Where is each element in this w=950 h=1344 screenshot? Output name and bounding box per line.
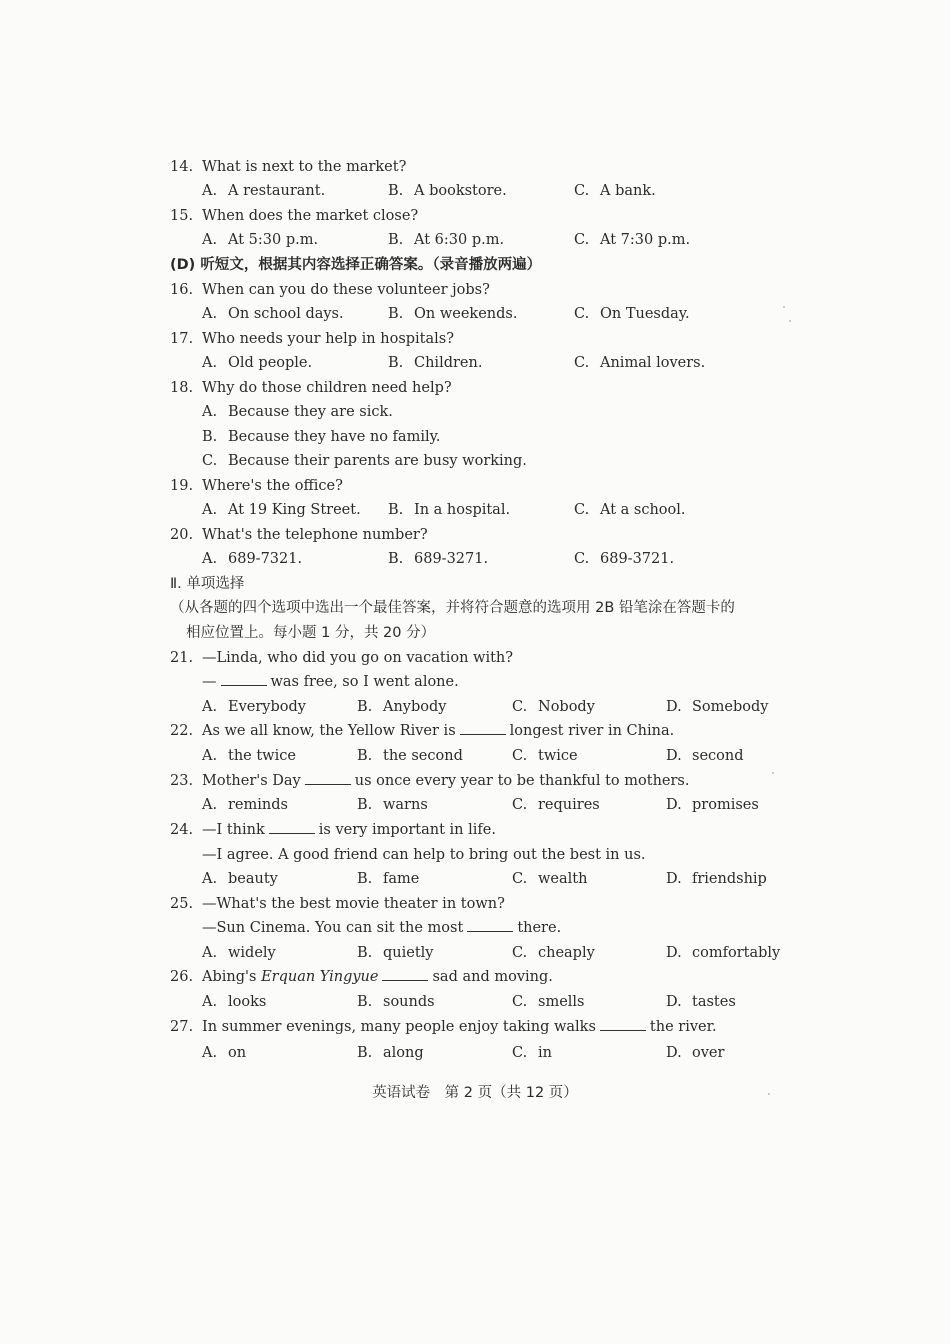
q24-line2: —I agree. A good friend can help to bring out the best in us. xyxy=(202,847,646,863)
q21-option-c xyxy=(512,698,595,716)
section-2-instruction-line2: 相应位置上。每小题 1 分，共 20 分） xyxy=(186,625,436,641)
option-letter: C. xyxy=(202,453,218,469)
question-14 xyxy=(170,158,406,176)
question-15 xyxy=(170,207,418,225)
option-text: 689-3721. xyxy=(600,551,675,567)
q16-option-b xyxy=(388,305,517,323)
answer-blank xyxy=(382,968,428,981)
option-letter: A. xyxy=(202,502,218,518)
option-text: warns xyxy=(383,797,428,813)
question-18 xyxy=(170,379,452,397)
option-text: At 19 King Street. xyxy=(228,502,361,518)
option-letter: A. xyxy=(202,355,218,371)
option-letter: A. xyxy=(202,871,218,887)
option-text: Because they have no family. xyxy=(228,429,441,445)
option-letter: C. xyxy=(512,699,528,715)
q25-option-d xyxy=(666,944,780,962)
option-text: comfortably xyxy=(692,945,781,961)
option-text: Children. xyxy=(414,355,483,371)
q27-option-a xyxy=(202,1044,246,1062)
question-number: 21. xyxy=(170,650,194,666)
option-letter: D. xyxy=(666,945,682,961)
option-text: Somebody xyxy=(692,699,769,715)
question-16 xyxy=(170,281,490,299)
option-text: Because their parents are busy working. xyxy=(228,453,527,469)
question-number: 27. xyxy=(170,1019,194,1035)
option-letter: C. xyxy=(574,502,590,518)
option-letter: C. xyxy=(512,748,528,764)
q23-option-a xyxy=(202,796,288,814)
option-text: Anybody xyxy=(383,699,447,715)
option-text: the second xyxy=(383,748,463,764)
option-text: At 7:30 p.m. xyxy=(600,232,691,248)
option-letter: B. xyxy=(388,306,404,322)
q17-option-c xyxy=(574,354,705,372)
q15-option-a xyxy=(202,231,318,249)
section-2-title: Ⅱ. 单项选择 xyxy=(170,576,245,592)
q23-option-c xyxy=(512,796,600,814)
question-number: 15. xyxy=(170,208,194,224)
option-letter: C. xyxy=(574,232,590,248)
question-17 xyxy=(170,330,454,348)
q24-option-c xyxy=(512,870,587,888)
q15-option-b xyxy=(388,231,504,249)
q19-option-c xyxy=(574,501,686,519)
q26-option-b xyxy=(357,993,435,1011)
question-text: —Sun Cinema. You can sit the most xyxy=(202,920,464,936)
answer-blank xyxy=(305,772,351,785)
q26-option-c xyxy=(512,993,585,1011)
option-letter: C. xyxy=(512,1045,528,1061)
q18-option-a xyxy=(202,403,393,421)
option-text: twice xyxy=(538,748,578,764)
q22-option-d xyxy=(666,747,744,765)
option-letter: A. xyxy=(202,797,218,813)
option-letter: D. xyxy=(666,699,682,715)
question-text: Who needs your help in hospitals? xyxy=(202,331,455,347)
q25-line2 xyxy=(202,919,561,937)
q21-option-a xyxy=(202,698,306,716)
option-letter: B. xyxy=(357,994,373,1010)
dash: — xyxy=(202,674,217,690)
option-text: On school days. xyxy=(228,306,344,322)
option-letter: B. xyxy=(388,355,404,371)
q20-option-c xyxy=(574,550,674,568)
scan-speck xyxy=(789,320,791,322)
option-letter: C. xyxy=(512,871,528,887)
scan-speck xyxy=(783,306,785,308)
q24-option-b xyxy=(357,870,419,888)
option-letter: B. xyxy=(357,699,373,715)
question-24 xyxy=(170,821,496,839)
q23-option-d xyxy=(666,796,759,814)
q22-option-b xyxy=(357,747,463,765)
option-text: looks xyxy=(228,994,267,1010)
option-letter: A. xyxy=(202,699,218,715)
q26-option-a xyxy=(202,993,266,1011)
q16-option-a xyxy=(202,305,344,323)
option-text: reminds xyxy=(228,797,288,813)
q22-option-a xyxy=(202,747,296,765)
question-number: 18. xyxy=(170,380,194,396)
option-text: A restaurant. xyxy=(228,183,326,199)
question-text: Where's the office? xyxy=(202,478,343,494)
question-text: When does the market close? xyxy=(202,208,419,224)
option-letter: D. xyxy=(666,797,682,813)
option-letter: B. xyxy=(202,429,218,445)
q21-option-b xyxy=(357,698,447,716)
q17-option-b xyxy=(388,354,482,372)
question-text: When can you do these volunteer jobs? xyxy=(202,282,490,298)
q20-option-b xyxy=(388,550,488,568)
option-text: quietly xyxy=(383,945,434,961)
question-text: us once every year to be thankful to mothers. xyxy=(354,773,690,789)
question-number: 25. xyxy=(170,896,194,912)
option-text: the twice xyxy=(228,748,296,764)
question-number: 24. xyxy=(170,822,194,838)
scan-speck xyxy=(772,772,774,774)
question-22 xyxy=(170,722,674,740)
option-text: friendship xyxy=(692,871,767,887)
question-27 xyxy=(170,1018,717,1036)
q16-option-c xyxy=(574,305,690,323)
option-text: requires xyxy=(538,797,600,813)
option-text: On Tuesday. xyxy=(600,306,690,322)
option-letter: B. xyxy=(388,551,404,567)
question-number: 26. xyxy=(170,969,194,985)
option-text: promises xyxy=(692,797,759,813)
option-text: tastes xyxy=(692,994,736,1010)
option-letter: B. xyxy=(357,748,373,764)
q14-option-c xyxy=(574,182,656,200)
question-25 xyxy=(170,895,505,913)
q27-option-c xyxy=(512,1044,552,1062)
option-letter: D. xyxy=(666,871,682,887)
question-text: Mother's Day xyxy=(202,773,301,789)
option-letter: A. xyxy=(202,748,218,764)
option-letter: A. xyxy=(202,551,218,567)
question-text: sad and moving. xyxy=(432,969,553,985)
option-letter: A. xyxy=(202,306,218,322)
question-text: is very important in life. xyxy=(318,822,496,838)
option-letter: D. xyxy=(666,1045,682,1061)
question-number: 20. xyxy=(170,527,194,543)
q20-option-a xyxy=(202,550,302,568)
question-19 xyxy=(170,477,343,495)
q27-option-b xyxy=(357,1044,424,1062)
q18-option-b xyxy=(202,428,440,446)
question-text: was free, so I went alone. xyxy=(270,674,459,690)
q25-option-c xyxy=(512,944,595,962)
option-text: Because they are sick. xyxy=(228,404,393,420)
q25-option-b xyxy=(357,944,434,962)
question-number: 23. xyxy=(170,773,194,789)
option-text: A bank. xyxy=(600,183,656,199)
option-letter: C. xyxy=(574,355,590,371)
option-text: over xyxy=(692,1045,725,1061)
answer-blank xyxy=(460,722,506,735)
option-letter: B. xyxy=(357,1045,373,1061)
option-text: At 5:30 p.m. xyxy=(228,232,319,248)
option-text: sounds xyxy=(383,994,435,1010)
option-text: 689-7321. xyxy=(228,551,303,567)
question-number: 14. xyxy=(170,159,194,175)
option-letter: C. xyxy=(574,183,590,199)
question-20 xyxy=(170,526,428,544)
option-letter: D. xyxy=(666,748,682,764)
option-text: wealth xyxy=(538,871,588,887)
option-text: second xyxy=(692,748,744,764)
option-text: At 6:30 p.m. xyxy=(414,232,505,248)
question-text: Abing's xyxy=(202,969,262,985)
question-text: there. xyxy=(517,920,562,936)
option-letter: C. xyxy=(512,945,528,961)
option-text: Animal lovers. xyxy=(600,355,706,371)
option-letter: C. xyxy=(512,797,528,813)
q24-option-d xyxy=(666,870,767,888)
option-text: fame xyxy=(383,871,420,887)
question-number: 22. xyxy=(170,723,194,739)
q22-option-c xyxy=(512,747,578,765)
music-title: Erquan Yingyue xyxy=(261,969,379,985)
question-text: —I think xyxy=(202,822,265,838)
question-text: As we all know, the Yellow River is xyxy=(202,723,456,739)
option-letter: D. xyxy=(666,994,682,1010)
option-text: On weekends. xyxy=(414,306,518,322)
option-text: in xyxy=(538,1045,552,1061)
q26-option-d xyxy=(666,993,736,1011)
q19-option-b xyxy=(388,501,510,519)
option-text: Nobody xyxy=(538,699,595,715)
question-23 xyxy=(170,772,689,790)
question-text: Why do those children need help? xyxy=(202,380,452,396)
question-text: What's the telephone number? xyxy=(202,527,428,543)
option-text: smells xyxy=(538,994,585,1010)
question-text: the river. xyxy=(649,1019,717,1035)
option-letter: A. xyxy=(202,994,218,1010)
q14-option-a xyxy=(202,182,325,200)
part-d-instruction: (D) 听短文，根据其内容选择正确答案。（录音播放两遍） xyxy=(170,257,542,273)
option-letter: A. xyxy=(202,183,218,199)
question-26 xyxy=(170,968,553,986)
q14-option-b xyxy=(388,182,507,200)
option-text: A bookstore. xyxy=(414,183,507,199)
option-letter: B. xyxy=(388,502,404,518)
option-text: At a school. xyxy=(600,502,686,518)
question-text: What is next to the market? xyxy=(202,159,407,175)
option-text: on xyxy=(228,1045,247,1061)
question-text: —What's the best movie theater in town? xyxy=(202,896,505,912)
answer-blank xyxy=(221,673,267,686)
answer-blank xyxy=(467,919,513,932)
q21-line2 xyxy=(202,673,459,691)
q24-option-a xyxy=(202,870,278,888)
option-text: widely xyxy=(228,945,276,961)
scan-speck xyxy=(768,1093,770,1095)
question-number: 17. xyxy=(170,331,194,347)
option-letter: B. xyxy=(357,797,373,813)
q27-option-d xyxy=(666,1044,724,1062)
option-letter: C. xyxy=(574,306,590,322)
option-text: 689-3271. xyxy=(414,551,489,567)
option-letter: B. xyxy=(357,945,373,961)
option-text: along xyxy=(383,1045,424,1061)
q15-option-c xyxy=(574,231,690,249)
question-21 xyxy=(170,649,513,667)
option-letter: B. xyxy=(388,232,404,248)
q17-option-a xyxy=(202,354,312,372)
option-letter: C. xyxy=(574,551,590,567)
option-letter: C. xyxy=(512,994,528,1010)
q25-option-a xyxy=(202,944,276,962)
q18-option-c xyxy=(202,452,527,470)
question-text: longest river in China. xyxy=(509,723,675,739)
option-text: In a hospital. xyxy=(414,502,511,518)
answer-blank xyxy=(600,1018,646,1031)
option-letter: A. xyxy=(202,1045,218,1061)
option-text: Old people. xyxy=(228,355,313,371)
option-text: Everybody xyxy=(228,699,306,715)
option-letter: A. xyxy=(202,232,218,248)
option-letter: A. xyxy=(202,404,218,420)
option-letter: B. xyxy=(357,871,373,887)
q19-option-a xyxy=(202,501,361,519)
question-text: In summer evenings, many people enjoy taking walks xyxy=(202,1019,596,1035)
option-letter: A. xyxy=(202,945,218,961)
option-text: beauty xyxy=(228,871,278,887)
q21-option-d xyxy=(666,698,768,716)
question-text: —Linda, who did you go on vacation with? xyxy=(202,650,514,666)
question-number: 16. xyxy=(170,282,194,298)
option-text: cheaply xyxy=(538,945,595,961)
section-2-instruction-line1: （从各题的四个选项中选出一个最佳答案，并将符合题意的选项用 2B 铅笔涂在答题卡的 xyxy=(170,600,735,616)
option-letter: B. xyxy=(388,183,404,199)
question-number: 19. xyxy=(170,478,194,494)
q23-option-b xyxy=(357,796,428,814)
page-footer: 英语试卷 第 2 页（共 12 页） xyxy=(372,1085,578,1101)
answer-blank xyxy=(269,821,315,834)
